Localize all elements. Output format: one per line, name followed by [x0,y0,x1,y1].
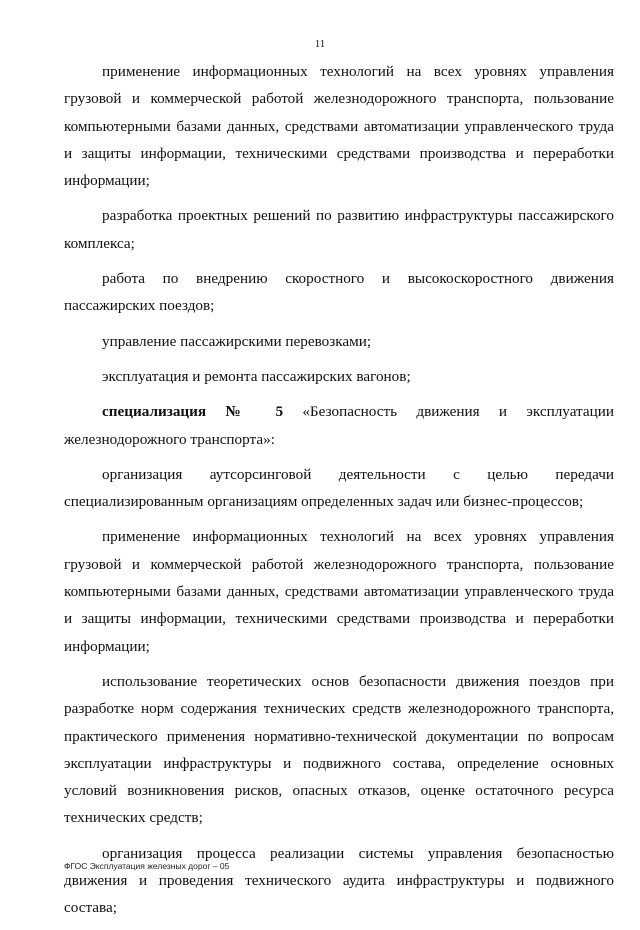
page-body [64,58,614,930]
paragraph: эксплуатация и ремонта пассажирских вагонов; [102,367,411,385]
page-number: 11 [314,38,326,50]
paragraph: организация процесса реализации системы управления безопасностью движения и проведения технического аудита инфраструктуры и подвижного состава; [64,844,614,917]
specialization-heading [64,398,614,453]
paragraph: использование теоретических основ безопасности движения поездов при разработке норм содержания технических средств железнодорожного транспорта, практического применения нормативно-технической документации по вопросам эксплуатации инфраструктуры и подвижного состава, определение основных условий возникновения рисков, опасных отказов, оценке остаточного ресурса технических средств; [64,672,614,827]
paragraph: управление пассажирскими перевозками; [102,332,372,350]
paragraph: работа по внедрению скоростного и высокоскоростного движения пассажирских поездов; [64,270,614,315]
specialization-title: «Безопасность движения и эксплуатации железнодорожного транспорта»: [64,403,614,448]
paragraph: разработка проектных решений по развитию инфраструктуры пассажирского комплекса; [64,207,614,252]
paragraph: организация аутсорсинговой деятельности с целью передачи специализированным организациям определенных задач или бизнес-процессов; [64,465,614,511]
paragraph: применение информационных технологий на всех уровнях управления грузовой и коммерческой работой железнодорожного транспорта, пользование компьютерными базами данных, средствами автоматизации управленческого труда и защиты информации, техническими средствами производства и переработки информации; [64,528,614,655]
specialization-label: специализация № 5 [102,403,284,421]
page-footer: ФГОС Эксплуатация железных дорог – 05 [64,861,230,871]
paragraph: применение информационных технологий на всех уровнях управления грузовой и коммерческой работой железнодорожного транспорта, пользование компьютерными базами данных, средствами автоматизации управленческого труда и защиты информации, техническими средствами производства и переработки информации; [64,63,614,190]
